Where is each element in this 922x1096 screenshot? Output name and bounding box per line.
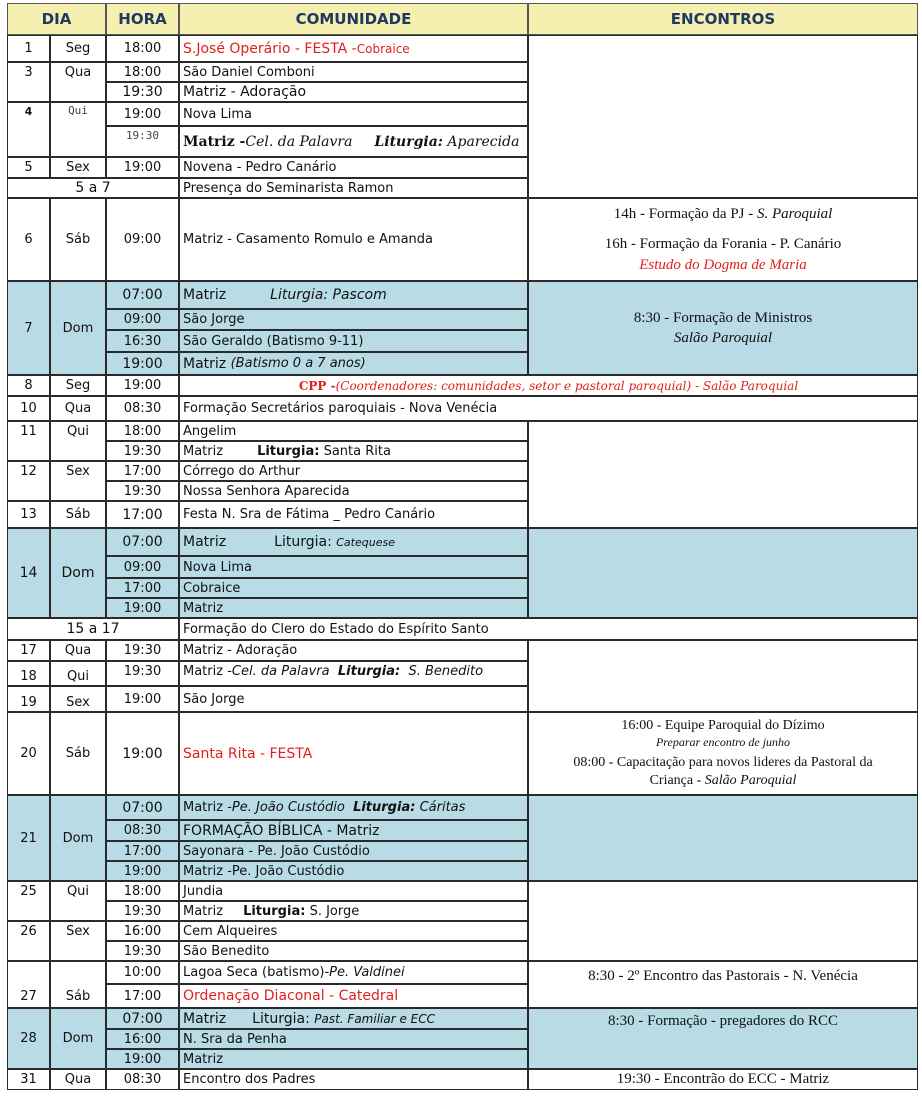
event-text: Matriz -	[183, 133, 246, 150]
weekday-cell: Qui	[50, 421, 106, 461]
dia-cell: 13	[7, 501, 50, 528]
comunidade-cell: CPP - (Coordenadores: comunidades, setor e pastoral paroquial) - Salão Paroquial	[179, 375, 918, 396]
comunidade-cell	[179, 126, 528, 157]
dia-cell: 12	[7, 461, 50, 501]
comunidade-cell: Matriz - Adoração	[179, 640, 528, 661]
weekday-cell: Seg	[50, 375, 106, 396]
hora-cell: 19:00	[106, 352, 179, 375]
encontros-empty	[528, 640, 918, 712]
weekday-cell: Sex	[50, 921, 106, 961]
dia-range-cell: 15 a 17	[7, 618, 179, 640]
comunidade-cell: Nova Lima	[179, 102, 528, 126]
weekday-cell: Sáb	[50, 961, 106, 1008]
hora-cell: 17:00	[106, 841, 179, 861]
hora-cell: 19:00	[106, 1049, 179, 1069]
encontros-cell	[528, 198, 918, 281]
comunidade-cell: São Jorge	[179, 309, 528, 330]
dia-cell: 18	[7, 661, 50, 686]
comunidade-cell: Formação do Clero do Estado do Espírito Santo	[179, 618, 918, 640]
comunidade-cell: Matriz - Adoração	[179, 82, 528, 102]
weekday-cell: Seg	[50, 35, 106, 62]
header-comunidade: COMUNIDADE	[179, 3, 528, 35]
hora-cell: 19:00	[106, 598, 179, 618]
weekday-cell: Sáb	[50, 198, 106, 281]
dia-cell: 6	[7, 198, 50, 281]
comunidade-cell: Lagoa Seca (batismo)- Pe. Valdinei	[179, 961, 528, 984]
liturgia-label: Liturgia:	[374, 133, 443, 150]
encontros-cell: 8:30 - Formação - pregadores do RCC	[528, 1008, 918, 1069]
comunidade-cell: São Daniel Comboni	[179, 62, 528, 82]
encontros-empty	[528, 421, 918, 528]
encontro-line: Criança - Salão Paroquial	[649, 772, 797, 788]
event-place: Cobraice	[356, 41, 410, 56]
hora-cell: 19:00	[106, 157, 179, 178]
liturgia-value: Aparecida	[447, 133, 520, 150]
comunidade-cell: Matriz - Cel. da Palavra Liturgia: S. Benedito	[179, 661, 528, 686]
event-type: Cel. da Palavra	[245, 133, 353, 150]
hora-cell: 17:00	[106, 461, 179, 481]
dia-cell: 17	[7, 640, 50, 661]
comunidade-cell: Cem Alqueires	[179, 921, 528, 941]
hora-cell: 09:00	[106, 198, 179, 281]
comunidade-cell: Novena - Pedro Canário	[179, 157, 528, 178]
header-hora: HORA	[106, 3, 179, 35]
hora-cell: 09:00	[106, 309, 179, 330]
dia-cell: 20	[7, 712, 50, 795]
hora-cell: 08:30	[106, 820, 179, 841]
dia-cell: 1	[7, 35, 50, 62]
encontro-line: 8:30 - Formação de Ministros	[633, 309, 813, 326]
dia-cell: 5	[7, 157, 50, 178]
comunidade-cell: Matriz (Batismo 0 a 7 anos)	[179, 352, 528, 375]
comunidade-cell: São Benedito	[179, 941, 528, 961]
encontros-empty	[528, 528, 918, 618]
comunidade-cell: São Jorge	[179, 686, 528, 712]
weekday-cell: Qua	[50, 640, 106, 661]
comunidade-cell: Matriz - Pe. João Custódio Liturgia: Cáritas	[179, 795, 528, 820]
comunidade-cell: Nossa Senhora Aparecida	[179, 481, 528, 501]
event-text: S.José Operário - FESTA -	[183, 40, 357, 57]
encontro-line: Preparar encontro de junho	[655, 735, 791, 750]
header-encontros: ENCONTROS	[528, 3, 918, 35]
dia-cell: 7	[7, 281, 50, 375]
weekday-cell: Dom	[50, 1008, 106, 1069]
dia-cell: 10	[7, 396, 50, 421]
encontros-cell	[528, 712, 918, 795]
comunidade-cell: Presença do Seminarista Ramon	[179, 178, 528, 198]
dia-cell: 21	[7, 795, 50, 881]
hora-cell: 09:00	[106, 556, 179, 578]
hora-cell: 10:00	[106, 961, 179, 984]
encontros-cell: 19:30 - Encontrão do ECC - Matriz	[528, 1069, 918, 1090]
comunidade-cell	[179, 35, 528, 62]
hora-cell: 19:30	[106, 126, 179, 157]
hora-cell: 17:00	[106, 984, 179, 1008]
dia-cell: 27	[7, 961, 50, 1008]
encontro-line: Salão Paroquial	[673, 330, 773, 346]
encontros-cell: 8:30 - 2º Encontro das Pastorais - N. Venécia	[528, 961, 918, 1008]
comunidade-cell: Matriz -Pe. João Custódio	[179, 861, 528, 881]
hora-cell: 19:30	[106, 941, 179, 961]
dia-cell: 28	[7, 1008, 50, 1069]
hora-cell: 19:00	[106, 375, 179, 396]
hora-cell: 07:00	[106, 528, 179, 556]
hora-cell: 16:00	[106, 921, 179, 941]
hora-cell: 07:00	[106, 795, 179, 820]
dia-cell: 25	[7, 881, 50, 921]
comunidade-cell: Matriz - Casamento Romulo e Amanda	[179, 198, 528, 281]
encontros-empty	[528, 795, 918, 881]
comunidade-cell: Matriz Liturgia: Catequese	[179, 528, 528, 556]
encontro-line: 08:00 - Capacitação para novos lideres da Pastoral da	[573, 754, 873, 770]
hora-cell: 19:30	[106, 481, 179, 501]
comunidade-cell: Matriz	[179, 598, 528, 618]
hora-cell: 07:00	[106, 1008, 179, 1029]
weekday-cell: Sex	[50, 686, 106, 712]
dia-cell: 4	[7, 102, 50, 157]
encontro-line: Estudo do Dogma de Maria	[639, 256, 807, 273]
hora-cell: 16:00	[106, 1029, 179, 1049]
encontros-empty	[528, 35, 918, 198]
comunidade-cell: Encontro dos Padres	[179, 1069, 528, 1090]
weekday-cell: Sex	[50, 461, 106, 501]
encontro-line: 16h - Formação da Forania - P. Canário	[604, 235, 842, 252]
hora-cell: 16:30	[106, 330, 179, 352]
comunidade-cell: N. Sra da Penha	[179, 1029, 528, 1049]
encontros-cell	[528, 281, 918, 375]
comunidade-cell: Matriz	[179, 1049, 528, 1069]
weekday-cell: Sex	[50, 157, 106, 178]
dia-cell: 14	[7, 528, 50, 618]
comunidade-cell: Formação Secretários paroquiais - Nova Venécia	[179, 396, 918, 421]
comunidade-cell: Santa Rita - FESTA	[179, 712, 528, 795]
hora-cell: 18:00	[106, 62, 179, 82]
header-dia: DIA	[7, 3, 106, 35]
hora-cell: 18:00	[106, 421, 179, 441]
dia-cell: 19	[7, 686, 50, 712]
hora-cell: 19:30	[106, 441, 179, 461]
weekday-cell: Qua	[50, 396, 106, 421]
hora-cell: 17:00	[106, 578, 179, 598]
dia-cell: 11	[7, 421, 50, 461]
comunidade-cell: Sayonara - Pe. João Custódio	[179, 841, 528, 861]
comunidade-cell: Jundia	[179, 881, 528, 901]
dia-cell: 8	[7, 375, 50, 396]
dia-range-cell: 5 a 7	[7, 178, 179, 198]
hora-cell: 19:00	[106, 861, 179, 881]
encontro-line: 16:00 - Equipe Paroquial do Dízimo	[621, 717, 825, 733]
hora-cell: 18:00	[106, 881, 179, 901]
comunidade-cell: Córrego do Arthur	[179, 461, 528, 481]
comunidade-cell: São Geraldo (Batismo 9-11)	[179, 330, 528, 352]
weekday-cell: Qui	[50, 881, 106, 921]
dia-cell: 26	[7, 921, 50, 961]
hora-cell: 19:30	[106, 82, 179, 102]
weekday-cell: Qui	[50, 661, 106, 686]
dia-cell: 31	[7, 1069, 50, 1090]
hora-cell: 19:00	[106, 102, 179, 126]
comunidade-cell: Festa N. Sra de Fátima _ Pedro Canário	[179, 501, 528, 528]
comunidade-cell: Cobraice	[179, 578, 528, 598]
comunidade-cell: Nova Lima	[179, 556, 528, 578]
comunidade-cell: Matriz Liturgia: S. Jorge	[179, 901, 528, 921]
comunidade-cell: Ordenação Diaconal - Catedral	[179, 984, 528, 1008]
comunidade-cell: FORMAÇÃO BÍBLICA - Matriz	[179, 820, 528, 841]
weekday-cell: Dom	[50, 528, 106, 618]
weekday-cell: Qui	[50, 102, 106, 157]
weekday-cell: Dom	[50, 795, 106, 881]
hora-cell: 19:30	[106, 661, 179, 686]
encontros-empty	[528, 881, 918, 961]
comunidade-cell: Matriz Liturgia: Past. Familiar e ECC	[179, 1008, 528, 1029]
weekday-cell: Sáb	[50, 712, 106, 795]
hora-cell: 19:30	[106, 901, 179, 921]
hora-cell: 19:00	[106, 712, 179, 795]
weekday-cell: Sáb	[50, 501, 106, 528]
weekday-cell: Qua	[50, 1069, 106, 1090]
comunidade-cell: Matriz Liturgia: Pascom	[179, 281, 528, 309]
hora-cell: 08:30	[106, 396, 179, 421]
hora-cell: 07:00	[106, 281, 179, 309]
hora-cell: 19:30	[106, 640, 179, 661]
comunidade-cell: Matriz Liturgia: Santa Rita	[179, 441, 528, 461]
comunidade-cell: Angelim	[179, 421, 528, 441]
encontro-line: 14h - Formação da PJ - S. Paroquial	[613, 205, 833, 222]
hora-cell: 18:00	[106, 35, 179, 62]
hora-cell: 17:00	[106, 501, 179, 528]
hora-cell: 19:00	[106, 686, 179, 712]
hora-cell: 08:30	[106, 1069, 179, 1090]
weekday-cell: Qua	[50, 62, 106, 102]
weekday-cell: Dom	[50, 281, 106, 375]
dia-cell: 3	[7, 62, 50, 102]
